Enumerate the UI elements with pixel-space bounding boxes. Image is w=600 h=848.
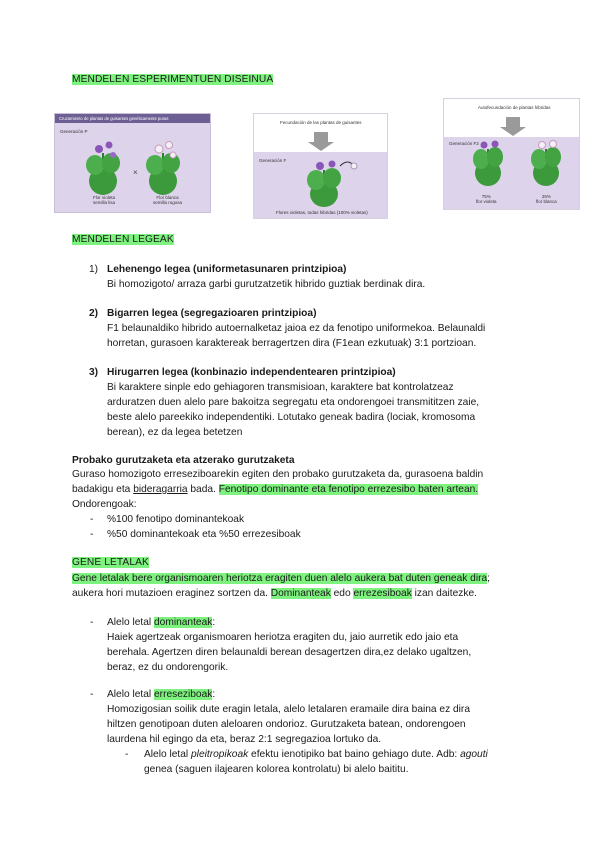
bullet-dash: - [90, 514, 94, 525]
section-title-diseinua [72, 74, 273, 85]
law-text-line: Bi karaktere sinple edo gehiagoren transmisioan, karaktere bat kontrolatzeaz [107, 382, 454, 393]
plant-left [86, 142, 120, 196]
law-title: Hirugarren legea (konbinazio independentearen printzipioa) [107, 367, 396, 378]
figure-fecundation [253, 113, 388, 219]
fig1-generation-label: Generación P [60, 129, 88, 134]
figure-pure-cross [54, 113, 211, 213]
letal-paragraph-line-2 [72, 587, 477, 601]
fig3-generation-label: Generación F2 [449, 141, 479, 146]
law-number: 2) [89, 308, 99, 319]
letal-item-line: beraz, ez du ondorengorik. [107, 662, 229, 673]
law-text-line: F1 belaunaldiko hibrido autoernalketaz jaioa ez da fenotipo uniformekoa. Belaunaldi [107, 323, 486, 334]
fig2-caption: Fecundación de las plantas de guisantes [280, 120, 362, 125]
text-span: : [212, 617, 216, 628]
text-span: aukera hori mutazioen eraginez sortzen da. [72, 588, 271, 599]
text-span: izan daitezke. [411, 588, 477, 599]
fig1-right-label: Flor blanca semilla rugosa [153, 195, 183, 205]
underlined-word: bideragarria [133, 484, 188, 495]
section-title-letalak [72, 557, 149, 568]
bullet-dash: - [90, 617, 94, 628]
letal-paragraph-line-1 [72, 572, 490, 586]
figure-self-fertilization [443, 98, 580, 210]
highlighted-text: Fenotipo dominante eta fenotipo errezesibo baten artean. [218, 484, 479, 495]
bullet-dash: - [125, 749, 129, 760]
letal-item-lead [107, 688, 215, 702]
fig3-caption: Autofecundación de plantas hibridas [478, 105, 551, 110]
highlighted-text: dominanteak [154, 617, 213, 628]
highlighted-text: Gene letalak bere organismoaren heriotza eragiten duen alelo aukera bat duten geneak dira [72, 573, 488, 584]
list-item: %50 dominantekoak eta %50 errezesiboak [107, 529, 301, 540]
letal-item-line: berehala. Agertzen diren belaunaldi berean desagertzen dira,ez delako ugaltzen, [107, 647, 472, 658]
text-span: ; [487, 573, 490, 584]
law-text-line: Bi homozigoto/ arraza garbi gurutzatzetik hibrido guztiak berdinak dira. [107, 279, 426, 290]
letal-item-line: Homozigosian soilik dute eragin letala, alelo letalaren eramaile dira baina ez dira [107, 704, 470, 715]
law-number: 3) [89, 367, 99, 378]
fig2-footer: Flores violetas, todas hibridas (100% violetas) [276, 210, 368, 215]
letal-item-line: Haiek agertzeak organismoaren heriotza eragiten du, jaio aurretik edo jaio eta [107, 632, 459, 643]
fig1-plants-illustration [55, 123, 210, 212]
probako-line: Ondorengoak: [72, 499, 137, 510]
section-title-text: GENE LETALAK [72, 557, 149, 568]
text-span: efektu ienotipiko bat baino gehiago dute. Adb: [248, 749, 461, 760]
section-title-legeak [72, 234, 174, 245]
probako-line: Guraso homozigoto erreseziboarekin egiten den probako gurutzaketa da, gurasoena baldin [72, 469, 484, 480]
list-item: %100 fenotipo dominantekoak [107, 514, 245, 525]
letal-item-line: hiltzen genotipoan duten aleloaren ondorioz. Gurutzaketa batean, ondorengoen [107, 719, 466, 730]
probako-title: Probako gurutzaketa eta atzerako gurutzaketa [72, 455, 295, 466]
text-span: edo [330, 588, 354, 599]
letal-item-lead [107, 616, 215, 630]
down-arrow-icon [500, 117, 526, 136]
highlighted-text: erreseziboak [154, 689, 213, 700]
law-title: Bigarren legea (segregazioaren printzipioa) [107, 308, 317, 319]
section-title-text: MENDELEN ESPERIMENTUEN DISEINUA [72, 74, 274, 85]
bullet-dash: - [90, 529, 94, 540]
probako-line-2 [72, 483, 478, 497]
text-span: badakigu eta [72, 484, 134, 495]
fig1-caption: Cruzamiento de plantas de guisantes genéticamente puras [59, 116, 169, 121]
cross-symbol: × [133, 168, 138, 177]
fig1-left-label: Flor violeta semilla lisa [93, 195, 116, 205]
law-text-line: berean), ez da legea betetzen [107, 427, 243, 438]
highlighted-text: errezesiboak [353, 588, 412, 599]
text-span: Alelo letal [107, 689, 155, 700]
fig2-generation-label: Generación F [259, 158, 287, 163]
italic-term: agouti [460, 749, 488, 760]
bullet-dash: - [90, 689, 94, 700]
fig3-illustration [444, 99, 579, 209]
fig3-left-label: 75% flor violeta [476, 194, 497, 204]
section-title-text: MENDELEN LEGEAK [72, 234, 174, 245]
highlighted-text: Dominanteak [270, 588, 331, 599]
law-text-line: horretan, gurasoen karaktereak berragertzen dira (F1ean ezkutuak) 3:1 portzioan. [107, 338, 477, 349]
text-span: Alelo letal [144, 749, 192, 760]
law-title: Lehenengo legea (uniformetasunaren printzipioa) [107, 264, 347, 275]
text-span: : [212, 689, 216, 700]
fig2-illustration [254, 114, 387, 218]
text-span: Alelo letal [107, 617, 155, 628]
pleitropic-line-2: genea (saguen ilajearen kolorea kontrolatu) bi alelo baititu. [144, 764, 409, 775]
letal-item-line: laurdena hil egingo da eta, beraz 2:1 segregazioa lortuko da. [107, 734, 382, 745]
fig3-right-label: 25% flor blanca [536, 194, 557, 204]
law-number: 1) [89, 264, 99, 275]
italic-term: pleitropikoak [191, 749, 249, 760]
plant-right [146, 142, 180, 196]
pleitropic-line-1 [144, 748, 488, 762]
law-text-line: arduratzen duen alelo pare bakoitza segregatu eta ondorengoei transmititzen zaie, [107, 397, 480, 408]
law-text-line: beste alelo pareekiko independentiki. Lotutako geneak badira (lociak, kromosoma [107, 412, 476, 423]
down-arrow-icon [308, 132, 334, 151]
text-span: bada. [187, 484, 219, 495]
